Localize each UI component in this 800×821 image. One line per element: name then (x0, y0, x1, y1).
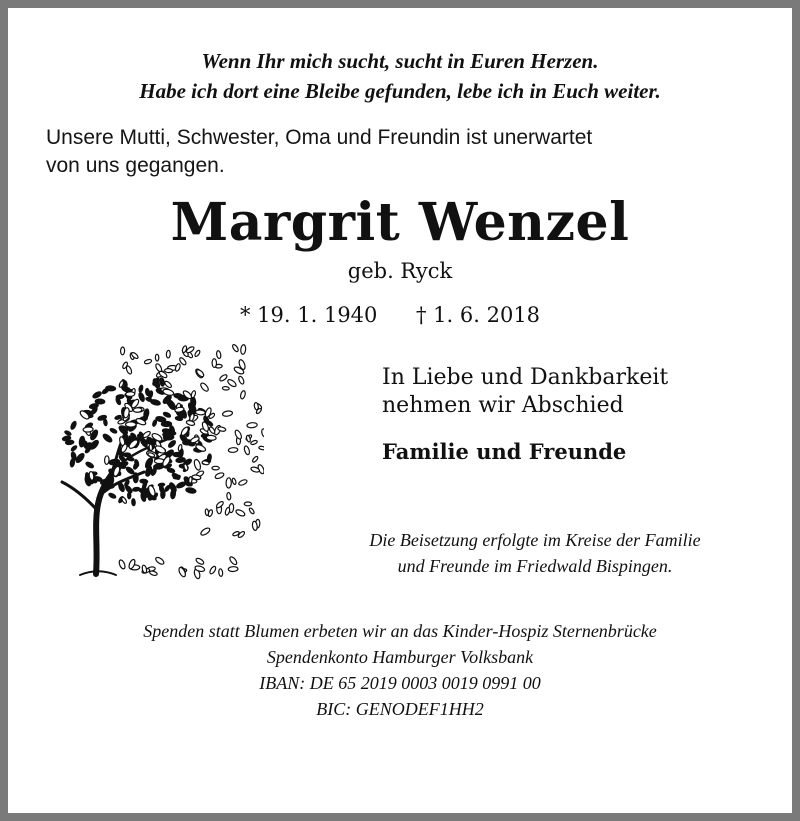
farewell-line-1: In Liebe und Dankbarkeit (382, 365, 669, 390)
leaf (232, 344, 240, 353)
leaf (162, 388, 174, 396)
motto-line-2: Habe ich dort eine Bleibe gefunden, lebe ich in Euch weiter. (139, 79, 661, 103)
leaf (138, 385, 143, 393)
intro-line-2: von uns gegangen. (46, 154, 225, 177)
leaf (234, 429, 243, 440)
leaf (121, 497, 128, 505)
leaf (164, 380, 173, 388)
motto (20, 46, 780, 106)
donation-note (20, 618, 780, 722)
leaf (212, 466, 219, 470)
leaf (222, 410, 233, 417)
leaf (218, 569, 223, 577)
leaf (70, 421, 77, 431)
maiden-name: geb. Ryck (347, 259, 453, 283)
signature: Familie und Freunde (382, 439, 627, 464)
leaf (207, 454, 212, 462)
leaf (173, 452, 182, 457)
leaf (194, 350, 201, 358)
leaf (193, 459, 201, 471)
leaf (163, 434, 174, 440)
leaf (178, 567, 187, 578)
leaf (109, 428, 117, 435)
leaf (79, 436, 85, 447)
leaf (244, 502, 251, 506)
leaf (120, 347, 124, 355)
leaf (232, 478, 237, 485)
leaf (123, 453, 131, 457)
leaf (229, 556, 238, 566)
leaf (206, 435, 216, 441)
intro-line-1: Unsere Mutti, Schwester, Oma und Freundin ist unerwartet (46, 126, 593, 149)
leaf (238, 376, 245, 385)
farewell-line-2: nehmen wir Abschied (382, 393, 624, 418)
leaf (85, 461, 95, 469)
leaf (89, 439, 100, 451)
leaf (64, 430, 72, 436)
donation-bic: BIC: GENODEF1HH2 (316, 699, 484, 719)
donation-line-1: Spenden statt Blumen erbeten wir an das Kinder-Hospiz Sternenbrücke (143, 621, 657, 641)
birth-date: * 19. 1. 1940 (240, 303, 378, 327)
leaf (185, 487, 196, 494)
leaf (238, 479, 248, 487)
leaf (103, 419, 107, 426)
leaf (228, 566, 238, 571)
leaf (252, 456, 259, 463)
leaf (175, 363, 182, 372)
burial-line-1: Die Beisetzung erfolgte im Kreise der Familie (369, 530, 701, 550)
leaf (116, 394, 125, 399)
leaf (240, 390, 246, 399)
leaf (108, 492, 117, 499)
leaf (166, 350, 170, 358)
intro-text (46, 124, 766, 180)
leaf (131, 498, 135, 505)
leaf (252, 521, 258, 531)
leaf (216, 350, 221, 358)
leaf (83, 427, 93, 433)
leaf (70, 445, 77, 452)
leaf (247, 422, 258, 428)
leaf (118, 559, 126, 570)
leaf (195, 410, 205, 416)
tree-icon (44, 342, 264, 582)
leaf (133, 408, 142, 413)
leaf (212, 359, 217, 368)
leaf (228, 447, 238, 452)
leaf (200, 527, 211, 537)
leaf (226, 492, 231, 500)
leaf (165, 398, 176, 409)
leaf (219, 374, 228, 382)
leaf (214, 472, 224, 480)
leaf (170, 489, 176, 499)
leaf (144, 457, 154, 470)
leaf (92, 390, 103, 399)
leaf (225, 507, 231, 516)
leaf (155, 556, 165, 565)
leaf (125, 365, 132, 374)
leaf (196, 369, 205, 378)
leaf (222, 386, 229, 390)
leaf (144, 359, 152, 365)
deceased-name: Margrit Wenzel (170, 192, 630, 253)
leaf (164, 485, 171, 493)
burial-line-2: und Freunde im Friedwald Bispingen. (397, 556, 673, 576)
donation-line-2: Spendenkonto Hamburger Volksbank (266, 647, 534, 667)
leaf (133, 473, 138, 483)
leaf (195, 557, 205, 565)
leaf (261, 428, 264, 437)
burial-note (300, 527, 770, 579)
leaf (208, 426, 215, 434)
leaf (199, 382, 209, 393)
leaf (106, 386, 116, 392)
leaf (167, 439, 176, 448)
leaf (235, 509, 246, 518)
leaf (149, 570, 158, 576)
leaf (226, 478, 231, 488)
leaf (215, 500, 224, 508)
leaf (132, 461, 139, 470)
motto-line-1: Wenn Ihr mich sucht, sucht in Euren Herzen. (201, 49, 599, 73)
leaf (104, 456, 109, 465)
leaf (174, 393, 184, 399)
leaf (240, 344, 246, 354)
farewell-text (382, 364, 668, 420)
leaf (149, 444, 153, 451)
death-date: † 1. 6. 2018 (416, 303, 541, 327)
leaf (102, 433, 113, 444)
leaf (248, 507, 254, 514)
leaf (259, 446, 264, 451)
leaf (141, 486, 148, 498)
leaf (126, 392, 135, 397)
leaf (250, 440, 258, 446)
leaf (127, 456, 135, 461)
leaf (155, 354, 159, 361)
leaf (126, 422, 137, 427)
leaf (243, 445, 250, 455)
leaf (191, 390, 197, 398)
leaf (165, 368, 173, 372)
donation-iban: IBAN: DE 65 2019 0003 0019 0991 00 (259, 673, 541, 693)
leaf (209, 565, 217, 574)
